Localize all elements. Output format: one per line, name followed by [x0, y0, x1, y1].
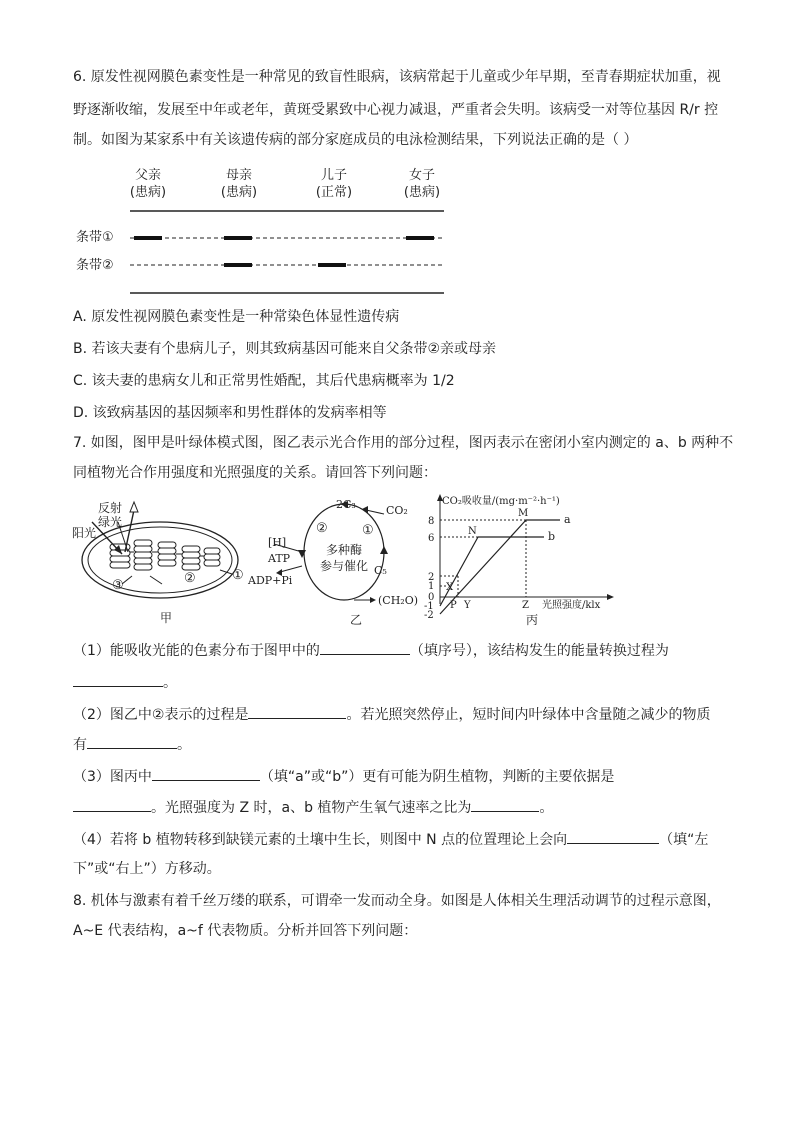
- answer-blank-8[interactable]: [567, 829, 659, 844]
- jia-marker-2: ②: [184, 571, 196, 586]
- gel-band: [406, 236, 434, 240]
- q7-sub4-line-1: （4）若将 b 植物转移到缺镁元素的土壤中生长，则图中 N 点的位置理论上会向 （填“左: [73, 829, 708, 850]
- answer-blank-3[interactable]: [248, 704, 346, 719]
- nadph-label: [H]: [268, 536, 287, 549]
- answer-blank-7[interactable]: [471, 797, 539, 812]
- ytick-minus-2: -2: [424, 610, 434, 621]
- chart-xlabel: 光照强度/klx: [542, 600, 601, 611]
- xtick-p: P: [450, 600, 457, 611]
- q7-stem-line-2: 同植物光合作用强度和光照强度的关系。请回答下列问题：: [73, 465, 437, 481]
- yi-caption: 乙: [349, 613, 363, 627]
- ytick-minus-1: -1: [424, 601, 434, 612]
- point-x: X: [446, 582, 454, 593]
- q7-sub3-line-1: （3）图丙中 （填“a”或“b”）更有可能为阴生植物，判断的主要依据是: [73, 766, 614, 787]
- ch2o-label: (CH₂O): [378, 594, 419, 607]
- sunlight-label: 阳光: [72, 526, 97, 540]
- ytick-2: 2: [428, 572, 435, 583]
- xtick-y: Y: [464, 600, 471, 611]
- answer-blank-4[interactable]: [87, 734, 177, 749]
- q7-sub1-line-1: （1）能吸收光能的色素分布于图甲中的 （填序号），该结构发生的能量转换过程为: [73, 640, 669, 661]
- ytick-0: 0: [428, 592, 435, 603]
- q7-sub2-line-1: （2）图乙中②表示的过程是 。若光照突然停止，短时间内叶绿体中含量随之减少的物质: [73, 704, 710, 725]
- q6-stem-line-3: 制。如图为某家系中有关该遗传病的部分家庭成员的电泳检测结果，下列说法正确的是（ ）: [73, 132, 638, 148]
- reflect-label: 反射: [98, 501, 123, 515]
- light-curve-chart: [418, 492, 628, 630]
- member-son: 儿子 (正常): [315, 168, 353, 200]
- series-b-label: b: [548, 530, 556, 543]
- q8-stem-line-1: 8. 机体与激素有着千丝万缕的联系，可谓牵一发而动全身。如图是人体相关生理活动调节的过程示意图，: [73, 893, 721, 909]
- enzyme-label-1: 多种酶: [325, 543, 363, 557]
- ytick-6: 6: [428, 533, 435, 544]
- atp-label: ATP: [268, 552, 291, 565]
- jia-marker-1: ①: [232, 568, 244, 583]
- q6-stem-line-1: 6. 原发性视网膜色素变性是一种常见的致盲性眼病，该病常起于儿童或少年早期，至青春期症状加重，视: [73, 69, 721, 85]
- q6-option-a: A. 原发性视网膜色素变性是一种常染色体显性遗传病: [73, 309, 400, 325]
- band-2-label: 条带②: [76, 258, 114, 273]
- answer-blank-6[interactable]: [73, 797, 151, 812]
- series-a-label: a: [564, 513, 571, 526]
- q7-stem-line-1: 7. 如图，图甲是叶绿体模式图，图乙表示光合作用的部分过程，图丙表示在密闭小室内测定的 a、b 两种不: [73, 435, 734, 451]
- yi-marker-1: ①: [362, 523, 374, 538]
- member-daughter: 女子 (患病): [403, 168, 441, 200]
- bing-caption: 丙: [525, 613, 539, 627]
- q7-sub4-line-2: 下”或“右上”）方移动。: [73, 861, 221, 877]
- gel-band: [318, 263, 346, 267]
- q6-option-b: B. 若该夫妻有个患病儿子，则其致病基因可能来自父条带②亲或母亲: [73, 341, 497, 357]
- chart-ylabel: CO₂吸收量/(mg·m⁻²·h⁻¹): [442, 496, 560, 507]
- member-father: 父亲 (患病): [129, 168, 167, 200]
- member-mother: 母亲 (患病): [220, 168, 258, 200]
- jia-caption: 甲: [159, 611, 173, 625]
- xtick-z: Z: [522, 600, 529, 611]
- q6-option-c: C. 该夫妻的患病女儿和正常男性婚配，其后代患病概率为 1/2: [73, 373, 455, 389]
- answer-blank-1[interactable]: [320, 640, 410, 655]
- q8-stem-line-2: A~E 代表结构，a~f 代表物质。分析并回答下列问题：: [73, 923, 418, 939]
- q7-sub1-line-2: 。: [73, 672, 177, 693]
- co2-label: CO₂: [386, 504, 408, 517]
- point-m: M: [518, 508, 529, 519]
- band-1-label: 条带①: [76, 230, 114, 245]
- ytick-1: 1: [428, 581, 435, 592]
- green-light-label: 绿光: [98, 515, 123, 529]
- q7-sub2-line-2: 有 。: [73, 734, 191, 755]
- gel-band: [224, 263, 252, 267]
- gel-lines: [120, 205, 450, 297]
- gel-band: [224, 236, 252, 240]
- yi-marker-2: ②: [316, 521, 328, 536]
- ytick-8: 8: [428, 516, 435, 527]
- jia-marker-3: ③: [112, 578, 124, 593]
- q6-option-d: D. 该致病基因的基因频率和男性群体的发病率相等: [73, 405, 387, 421]
- answer-blank-2[interactable]: [73, 672, 163, 687]
- q6-stem-line-2: 野逐渐收缩，发展至中年或老年，黄斑受累致中心视力减退，严重者会失明。该病受一对等位基因 R/r 控: [73, 102, 719, 118]
- chloroplast-figure: [70, 492, 250, 630]
- answer-blank-5[interactable]: [152, 766, 260, 781]
- point-n: N: [468, 526, 477, 537]
- adp-label: ADP+Pi: [248, 574, 293, 587]
- gel-band: [134, 236, 162, 240]
- enzyme-label-2: 参与催化: [319, 559, 369, 573]
- q7-sub3-line-2: 。光照强度为 Z 时，a、b 植物产生氧气速率之比为 。: [73, 797, 553, 818]
- c5-label: C₅: [374, 564, 387, 577]
- calvin-cycle-figure: [244, 492, 434, 630]
- c3-label: 2C₃: [336, 498, 356, 511]
